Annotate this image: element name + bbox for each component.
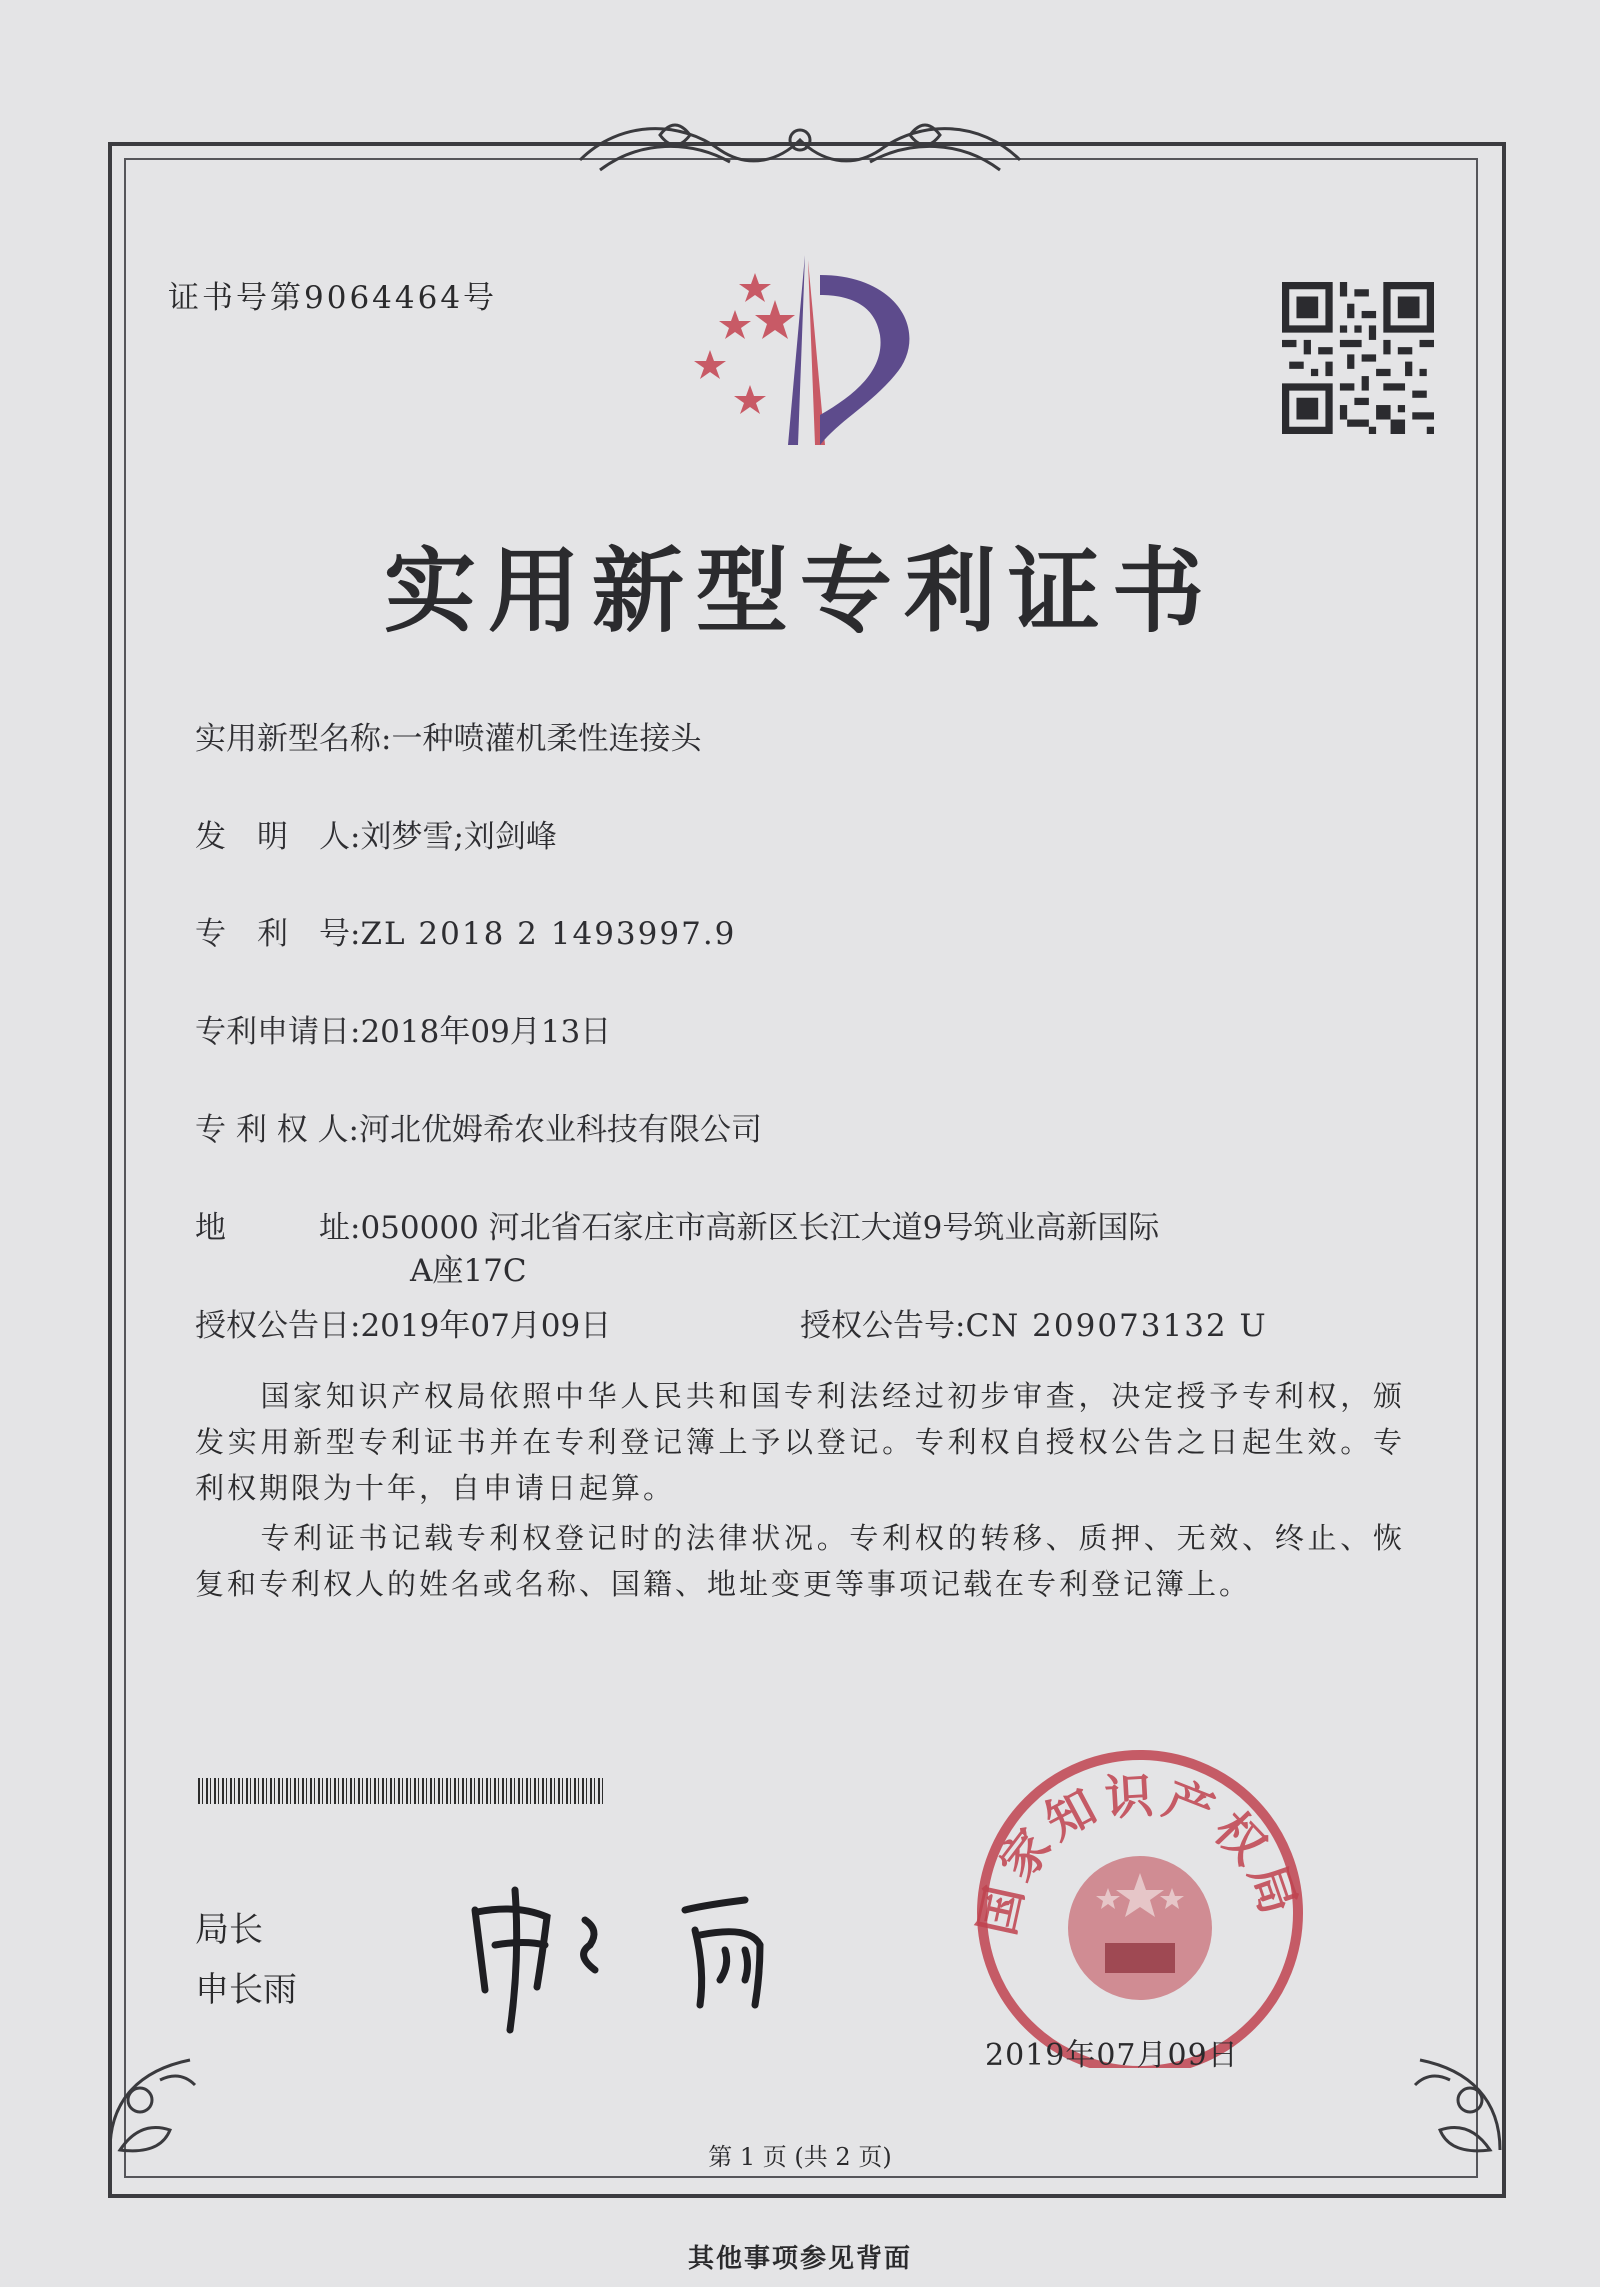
field-address-label: 地 址: bbox=[195, 1210, 361, 1246]
certificate-number: 证书号第9064464号 bbox=[168, 280, 498, 316]
seal-text: 国家知识产权局 bbox=[969, 1767, 1309, 1941]
field-address-value-line1: 050000 河北省石家庄市高新区长江大道9号筑业高新国际 bbox=[360, 1210, 1160, 1246]
signatory-name: 申长雨 bbox=[195, 1970, 297, 2010]
field-name bbox=[195, 713, 701, 758]
field-name-value: 一种喷灌机柔性连接头 bbox=[391, 721, 702, 757]
field-filing-date-value: 2018年09月13日 bbox=[360, 1014, 612, 1050]
signature-icon bbox=[455, 1880, 815, 2040]
certificate-title: 实用新型专利证书 bbox=[383, 537, 1216, 645]
seal-date: 2019年07月09日 bbox=[985, 2038, 1239, 2073]
field-filing-date-label: 专利申请日: bbox=[195, 1014, 361, 1050]
field-grant-no-label: 授权公告号: bbox=[800, 1308, 966, 1344]
field-inventor-label: 发 明 人: bbox=[195, 819, 361, 855]
field-address-value-line2: A座17C bbox=[410, 1253, 527, 1289]
cnipa-emblem-icon bbox=[680, 255, 940, 455]
statement-paragraph-1: 国家知识产权局依照中华人民共和国专利法经过初步审查，决定授予专利权，颁发实用新型专利证书并在专利登记簿上予以登记。专利权自授权公告之日起生效。专利权期限为十年，自申请日起算。 bbox=[195, 1379, 1405, 1505]
official-seal-icon bbox=[960, 1738, 1320, 2068]
field-address-line2 bbox=[410, 1245, 527, 1290]
field-grant-date bbox=[195, 1300, 611, 1345]
field-patent-no bbox=[195, 908, 736, 953]
field-patentee-value: 河北优姆希农业科技有限公司 bbox=[359, 1112, 763, 1148]
field-patentee bbox=[195, 1104, 762, 1149]
field-patentee-label: 专 利 权 人: bbox=[195, 1112, 360, 1148]
field-grant-date-value: 2019年07月09日 bbox=[360, 1308, 612, 1344]
qr-code-icon bbox=[1282, 282, 1434, 434]
page-number: 第 1 页 (共 2 页) bbox=[708, 2143, 892, 2171]
field-name-label: 实用新型名称: bbox=[195, 721, 392, 757]
signatory-title: 局长 bbox=[195, 1910, 263, 1950]
barcode-icon bbox=[198, 1778, 604, 1804]
top-ornament-icon bbox=[560, 100, 1040, 190]
field-patent-no-label: 专 利 号: bbox=[195, 916, 361, 952]
field-patent-no-value: ZL 2018 2 1493997.9 bbox=[360, 916, 737, 952]
statement-paragraph-2: 专利证书记载专利权登记时的法律状况。专利权的转移、质押、无效、终止、恢复和专利权人的姓名或名称、国籍、地址变更等事项记载在专利登记簿上。 bbox=[195, 1521, 1405, 1601]
field-address bbox=[195, 1202, 1159, 1247]
field-grant-no bbox=[800, 1300, 1268, 1345]
field-inventor-value: 刘梦雪;刘剑峰 bbox=[360, 819, 557, 855]
field-grant-date-label: 授权公告日: bbox=[195, 1308, 361, 1344]
field-grant-no-value: CN 209073132 U bbox=[965, 1308, 1268, 1344]
field-inventor bbox=[195, 811, 557, 856]
back-note: 其他事项参见背面 bbox=[687, 2244, 912, 2274]
field-filing-date bbox=[195, 1006, 611, 1051]
